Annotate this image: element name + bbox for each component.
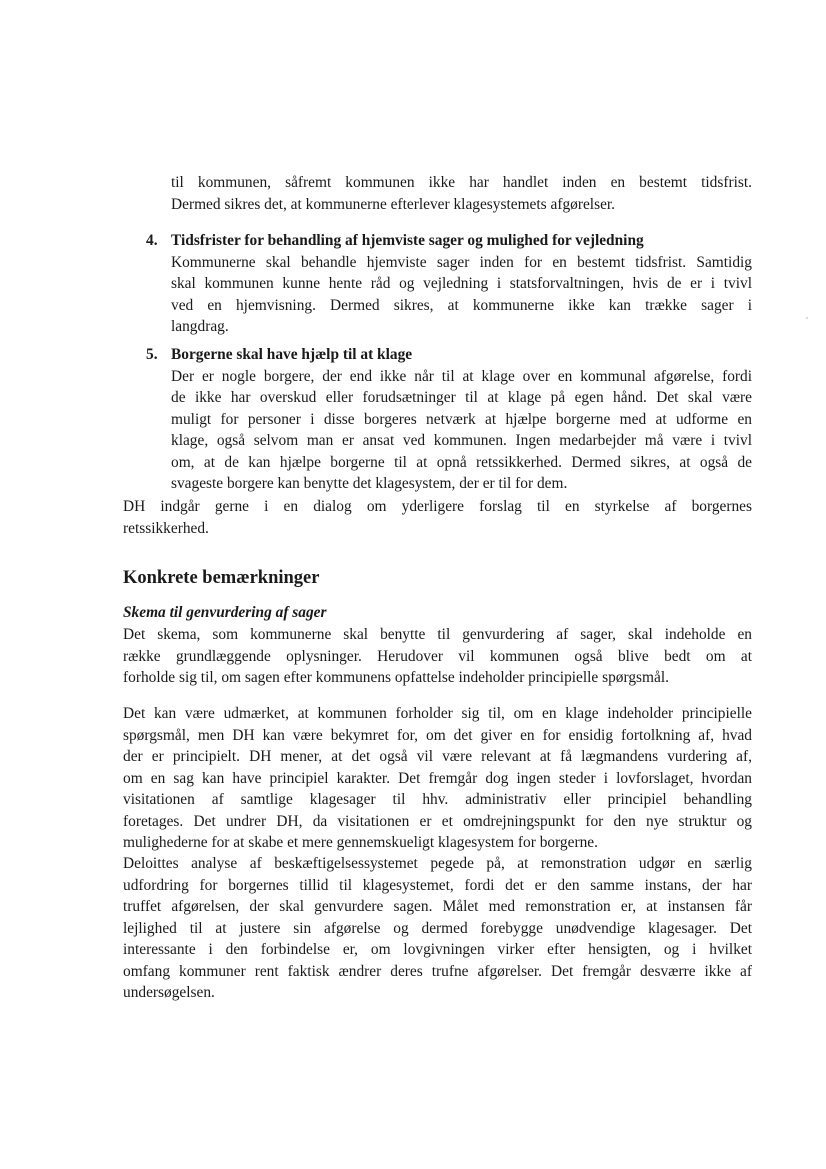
closing-paragraph — [123, 496, 752, 539]
paragraph-line: Deloittes analyse af beskæftigelsessystemet pegede på, at remonstration udgør en særlig — [123, 855, 752, 872]
paragraph-1 — [123, 624, 752, 689]
item-4-title: Tidsfrister for behandling af hjemviste sager og mulighed for vejledning — [171, 232, 644, 249]
paragraph-line: lejlighed til at justere sin afgørelse og dermed forebygge unødvendige klagesager. Det — [123, 919, 752, 937]
paragraph-line: undersøgelsen. — [123, 984, 215, 1001]
item-5-line: svageste borgere kan benytte det klagesystem, der er til for dem. — [171, 475, 568, 492]
item-3-continuation — [171, 172, 752, 215]
paragraph-line: mulighederne for at skabe et mere gennemskueligt klagesystem for borgerne. — [123, 834, 598, 851]
item-5-line: muligt for personer i disse borgeres netværk at hjælpe borgerne med at udforme en — [171, 410, 752, 428]
item-5-number: 5. — [146, 346, 158, 363]
paragraph-line: visitationen af samtlige klagesager til hhv. administrativ eller principiel behandling — [123, 791, 752, 808]
paragraph-line: omfang kommuner rent faktisk ændrer deres trufne afgørelser. Det fremgår desværre ikke af — [123, 962, 752, 980]
item-5-line: klage, også selvom man er ansat ved kommunen. Ingen medarbejder må være i tvivl — [171, 432, 752, 449]
subsection-heading: Skema til genvurdering af sager — [123, 604, 327, 621]
item-4-line: langdrag. — [171, 318, 229, 335]
item-4 — [171, 230, 752, 338]
item-4-line: ved en hjemvisning. Dermed sikres, at kommunerne ikke kan trække sager i — [171, 296, 752, 314]
item-4-line: Kommunerne skal behandle hjemviste sager inden for en bestemt tidsfrist. Samtidig — [171, 253, 752, 271]
item-5-line: om, at de kan hjælpe borgerne til at opnå retssikkerhed. Dermed sikres, at også de — [171, 453, 752, 471]
paragraph-line: spørgsmål, men DH kan være bekymret for, om det giver en for ensidig fortolkning af, hvad — [123, 726, 752, 744]
paragraph-line: Det kan være udmærket, at kommunen forholder sig til, om en klage indeholder principielle — [123, 705, 752, 722]
continuation-line: Dermed sikres det, at kommunerne efterlever klagesystemets afgørelser. — [171, 195, 616, 213]
paragraph-line: om en sag kan have principiel karakter. Det fremgår dog ingen steder i lovforslaget, hvordan — [123, 769, 752, 787]
paragraph-3 — [123, 853, 752, 1004]
item-4-line: skal kommunen kunne hente råd og vejledning i statsforvaltningen, hvis de er i tvivl — [171, 275, 752, 292]
paragraph-line: udfordring for borgernes tillid til klagesystemet, fordi det er den samme instans, der har — [123, 876, 752, 894]
paragraph-line: række grundlæggende oplysninger. Herudover vil kommunen også blive bedt om at — [123, 647, 752, 665]
paragraph-line: foretages. Det undrer DH, da visitationen er et omdrejningspunkt for den nye struktur og — [123, 812, 752, 830]
section-heading: Konkrete bemærkninger — [123, 568, 320, 588]
paragraph-line: der er principielt. DH mener, at det også vil være relevant at få lægmandens vurdering af, — [123, 748, 752, 765]
closing-line: retssikkerhed. — [123, 519, 209, 537]
closing-line: DH indgår gerne i en dialog om yderligere forslag til en styrkelse af borgernes — [123, 498, 752, 515]
paragraph-line: forholde sig til, om sagen efter kommunens opfattelse indeholder principielle spørgsmål. — [123, 669, 669, 686]
paragraph-line: interessante i den forbindelse er, om lovgivningen virker efter hensigten, og i hvilket — [123, 941, 752, 958]
item-5 — [171, 344, 752, 495]
continuation-line: til kommunen, såfremt kommunen ikke har handlet inden en bestemt tidsfrist. — [171, 174, 752, 191]
item-5-title: Borgerne skal have hjælp til at klage — [171, 346, 413, 363]
item-4-number: 4. — [146, 232, 158, 249]
item-5-line: Der er nogle borgere, der end ikke når til at klage over en kommunal afgørelse, fordi — [171, 367, 752, 385]
paragraph-line: Det skema, som kommunerne skal benytte til genvurdering af sager, skal indeholde en — [123, 626, 752, 643]
paragraph-line: truffet afgørelsen, der skal genvurdere sagen. Målet med remonstration er, at instansen får — [123, 898, 752, 915]
item-5-line: de ikke har overskud eller forudsætninger til at klage på egen hånd. Det skal være — [171, 389, 752, 406]
scan-speck — [806, 317, 808, 319]
paragraph-2 — [123, 703, 752, 854]
